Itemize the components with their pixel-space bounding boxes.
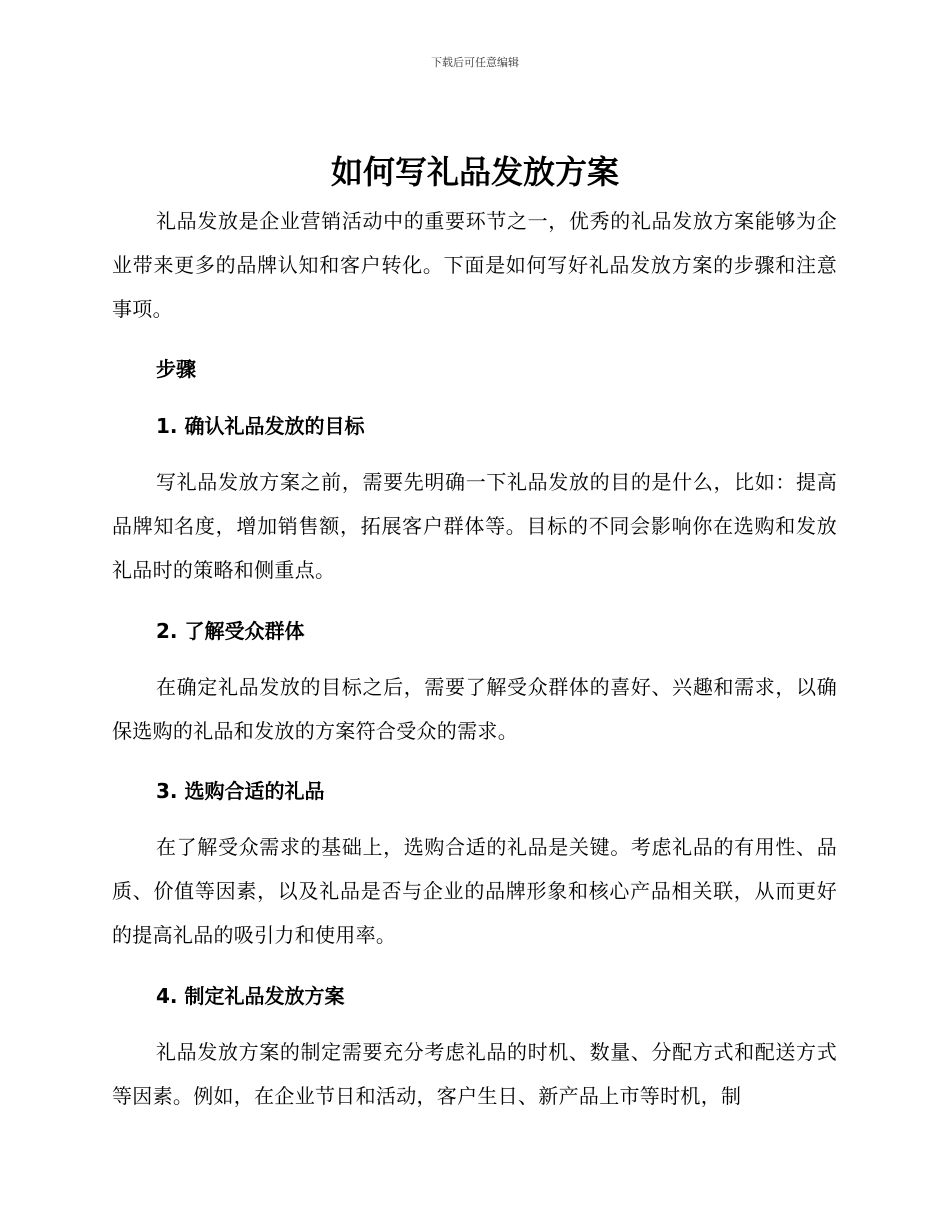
- section-body-4: 礼品发放方案的制定需要充分考虑礼品的时机、数量、分配方式和配送方式等因素。例如，在企业节日和活动，客户生日、新产品上市等时机，制: [112, 1040, 837, 1108]
- section-body-1: 写礼品发放方案之前，需要先明确一下礼品发放的目的是什么，比如：提高品牌知名度，增加销售额，拓展客户群体等。目标的不同会影响你在选购和发放礼品时的策略和侧重点。: [112, 470, 837, 582]
- section-heading-3: 3. 选购合适的礼品: [156, 779, 325, 803]
- header-note: 下载后可任意编辑: [431, 56, 519, 69]
- intro-paragraph: 礼品发放是企业营销活动中的重要环节之一，优秀的礼品发放方案能够为企业带来更多的品牌认知和客户转化。下面是如何写好礼品发放方案的步骤和注意事项。: [112, 209, 837, 321]
- section-heading-4: 4. 制定礼品发放方案: [156, 984, 345, 1008]
- section-body-2: 在确定礼品发放的目标之后，需要了解受众群体的喜好、兴趣和需求，以确保选购的礼品和发放的方案符合受众的需求。: [112, 675, 837, 743]
- section-heading-2: 2. 了解受众群体: [156, 619, 305, 643]
- steps-heading: 步骤: [156, 357, 196, 381]
- section-heading-1: 1. 确认礼品发放的目标: [156, 414, 365, 438]
- document-title: 如何写礼品发放方案: [330, 153, 619, 191]
- section-body-3: 在了解受众需求的基础上，选购合适的礼品是关键。考虑礼品的有用性、品质、价值等因素，以及礼品是否与企业的品牌形象和核心产品相关联，从而更好的提高礼品的吸引力和使用率。: [112, 835, 837, 947]
